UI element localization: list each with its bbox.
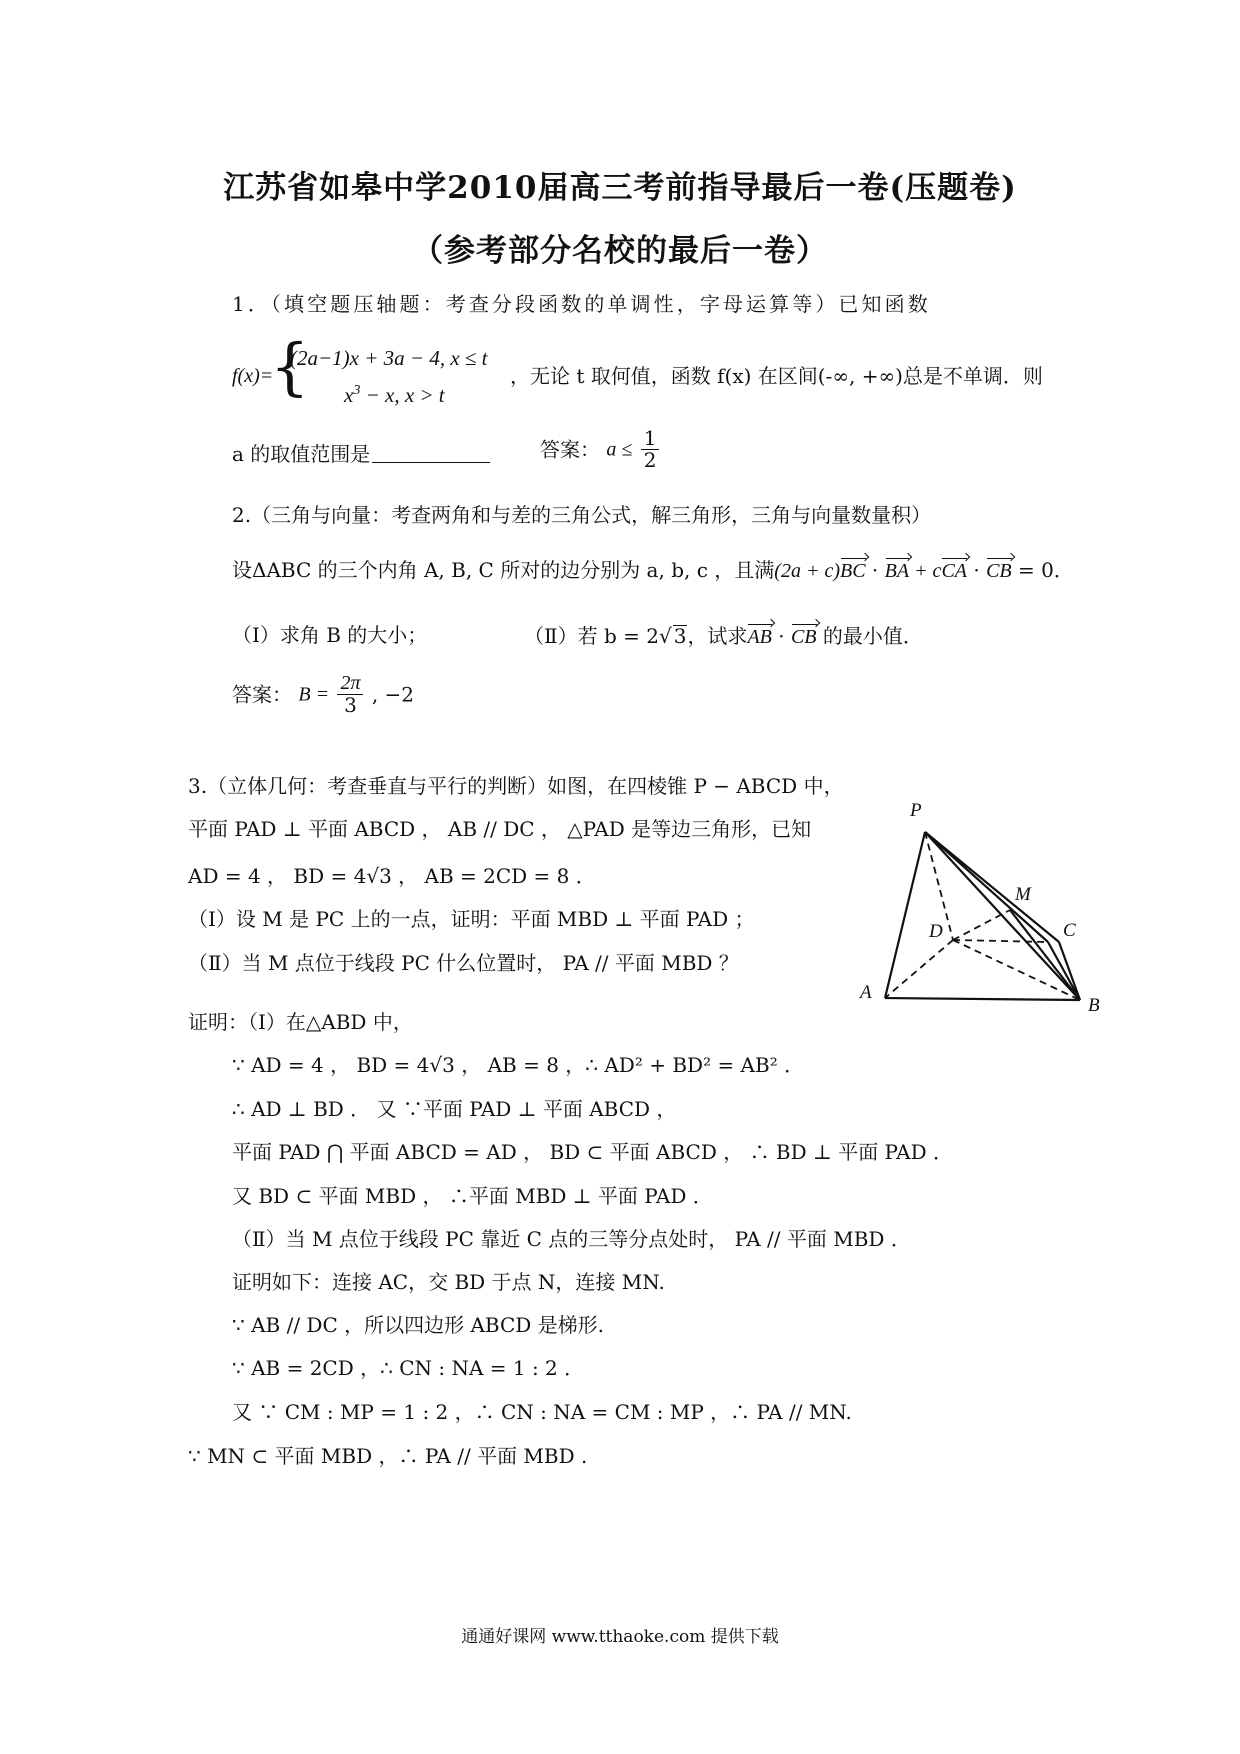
label-d: D <box>929 921 943 942</box>
label-m: M <box>1015 884 1031 905</box>
proof-line: 证明如下：连接 AC，交 BD 于点 N，连接 MN. <box>232 1270 665 1294</box>
proof-line: ∵ MN ⊂ 平面 MBD ，∴ PA // 平面 MBD . <box>188 1444 588 1468</box>
proof-line: 证明：（Ⅰ）在△ABD 中， <box>188 1010 413 1034</box>
q3-line: AD = 4 ， BD = 4√3 ， AB = 2CD = 8 ． <box>188 864 596 888</box>
q3-line: （Ⅱ）当 M 点位于线段 PC 什么位置时， PA // 平面 MBD ？ <box>188 951 739 975</box>
q1-answer-blank[interactable] <box>372 444 490 463</box>
q3-line: 3.（立体几何：考查垂直与平行的判断）如图，在四棱锥 P − ABCD 中， <box>188 774 844 798</box>
q3-line: （Ⅰ）设 M 是 PC 上的一点，证明：平面 MBD ⊥ 平面 PAD ； <box>188 907 755 931</box>
footer-source: 通通好课网 www.tthaoke.com 提供下载 <box>461 1627 779 1647</box>
proof-line: 平面 PAD ⋂ 平面 ABCD = AD ， BD ⊂ 平面 ABCD ， ∴ BD ⊥ 平面 PAD ． <box>232 1140 954 1164</box>
q1-header: 1．（填空题压轴题：考查分段函数的单调性，字母运算等）已知函数 <box>232 292 931 316</box>
q2-header: 2.（三角与向量：考查两角和与差的三角公式，解三角形，三角与向量数量积） <box>232 503 932 527</box>
vector-ba: BA <box>884 560 910 582</box>
page-title: 江苏省如皋中学2010届高三考前指导最后一卷(压题卷) <box>223 170 1017 206</box>
vector-cb-2: CB <box>790 626 817 648</box>
q3-line: 平面 PAD ⊥ 平面 ABCD ， AB // DC ， △PAD 是等边三角形，已知 <box>188 817 812 841</box>
q1-case1: (2a−1)x + 3a − 4, x ≤ t <box>290 346 488 370</box>
vector-ab: AB <box>747 626 772 648</box>
proof-line: ∴ AD ⊥ BD ． 又 ∵平面 PAD ⊥ 平面 ABCD ， <box>232 1097 677 1121</box>
label-a: A <box>860 982 872 1003</box>
q2-part1: （Ⅰ）求角 B 的大小； <box>232 623 428 647</box>
q1-answer <box>540 428 661 471</box>
label-p: P <box>910 800 922 821</box>
q2-answer-fraction: $\frac{2\pi}{3}$ <box>337 673 363 716</box>
proof-line: 又 ∵ CM : MP = 1 : 2 ，∴ CN : NA = CM : MP ，∴ PA // MN. <box>232 1400 852 1424</box>
vector-ca: CA <box>941 560 967 582</box>
q1-desc: ，无论 t 取何值，函数 f(x) 在区间(-∞, +∞)总是不单调．则 <box>510 364 1043 388</box>
proof-line: ∵ AB = 2CD ，∴ CN : NA = 1 : 2 ． <box>232 1356 585 1380</box>
page-subtitle: （参考部分名校的最后一卷） <box>412 233 828 269</box>
q2-part2: （Ⅱ）若 b = 2√ 3，试求AB · CB 的最小值． <box>524 624 923 648</box>
q1-answer-lhs: a ≤ <box>606 438 633 461</box>
proof-line: ∵ AD = 4 ， BD = 4√3 ， AB = 8 ，∴ AD² + BD² = AB² ． <box>232 1053 805 1077</box>
q1-answer-fraction: $\frac{1}{2}$ <box>641 428 660 471</box>
q1-range-label: a 的取值范围是 <box>232 442 371 466</box>
q1-brace: { <box>270 330 310 403</box>
proof-line: 又 BD ⊂ 平面 MBD ， ∴平面 MBD ⊥ 平面 PAD ． <box>232 1184 713 1208</box>
q2-statement: 设ΔABC 的三个内角 A, B, C 所对的边分别为 a, b, c ，且满(2a + c)BC · BA + cCA · CB = 0． <box>232 558 1074 582</box>
q1-range-line <box>232 444 490 464</box>
vector-bc: BC <box>839 560 866 582</box>
q1-f-label: f(x)= <box>232 365 274 387</box>
proof-line: （Ⅱ）当 M 点位于线段 PC 靠近 C 点的三等分点处时， PA // 平面 MBD ． <box>232 1227 911 1251</box>
q1-case2: $x^3 - x$, x > t <box>344 383 445 407</box>
label-c: C <box>1063 920 1076 941</box>
proof-line: ∵ AB // DC ，所以四边形 ABCD 是梯形. <box>232 1313 605 1337</box>
label-b: B <box>1088 995 1100 1016</box>
q2-answer: 答案： B = $\frac{2\pi}{3}$ , −2 <box>232 672 415 717</box>
vector-cb: CB <box>986 560 1012 582</box>
pyramid-figure <box>850 780 1120 1020</box>
q1-answer-label: 答案： <box>540 437 600 462</box>
